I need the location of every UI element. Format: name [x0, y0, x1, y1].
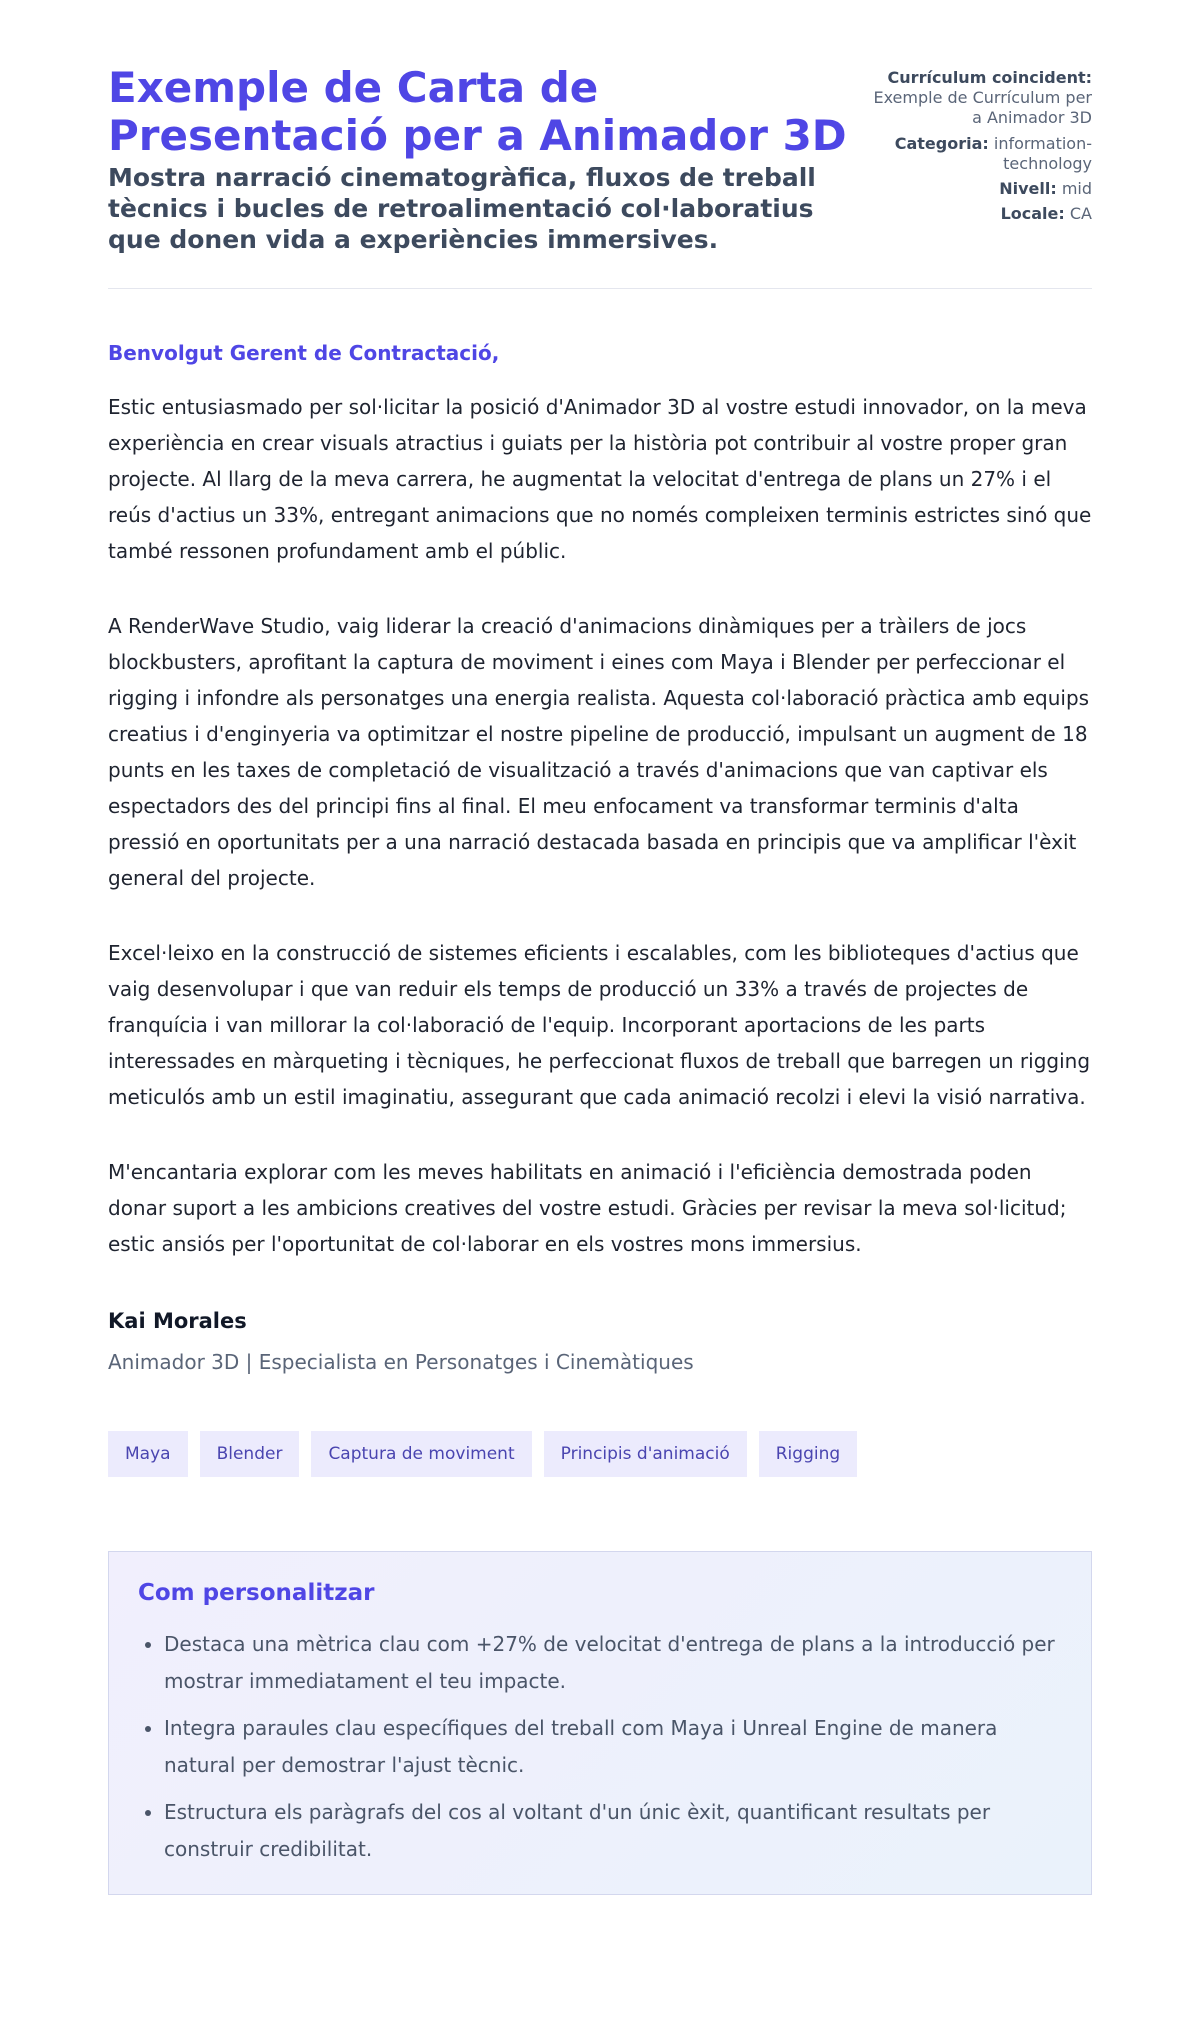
skill-tag: Principis d'animació [544, 1431, 747, 1477]
tip-item: • Estructura els paràgrafs del cos al voltant d'un únic èxit, quantificant resultats per construir credibilitat. [164, 1794, 1062, 1868]
meta-resume-value: Exemple de Currículum per a Animador 3D [873, 88, 1092, 127]
letter-body [108, 389, 1092, 1262]
tips-list [138, 1626, 1062, 1868]
signature-name: Kai Morales [108, 1309, 247, 1333]
meta-category [866, 134, 1092, 174]
meta-level [866, 179, 1092, 199]
letter-paragraph: Estic entusiasmado per sol·licitar la posició d'Animador 3D al vostre estudi innovador, on la meva experiència en crear visuals atractius i guiats per la història pot contribuir al vostre proper gran projecte. Al llarg de la meva carrera, he augmentat la velocitat d'entrega de plans un 27% i el reús d'actius un 33%, entregant animacions que no només compleixen terminis estrictes sinó que també ressonen profundament amb el públic. [108, 395, 1092, 563]
meta-locale-label: Locale: [1000, 204, 1065, 223]
meta-level-label: Nivell: [999, 179, 1057, 198]
letter-paragraph: A RenderWave Studio, vaig liderar la creació d'animacions dinàmiques per a tràilers de jocs blockbusters, aprofitant la captura de moviment i eines com Maya i Blender per perfeccionar el rigging i infondre als personatges una energia realista. Aquesta col·laboració pràctica amb equips creatius i d'enginyeria va optimitzar el nostre pipeline de producció, impulsant un augment de 18 punts en les taxes de completació de visualització a través d'animacions que van captivar els espectadors des del principi fins al final. El meu enfocament va transformar terminis d'alta pressió en oportunitats per a una narració destacada basada en principis que va amplificar l'èxit general del projecte. [108, 614, 1090, 890]
skill-tag: Blender [200, 1431, 300, 1477]
skill-tag: Maya [108, 1431, 188, 1477]
tips-title: Com personalitzar [138, 1580, 375, 1606]
meta-level-value: mid [1061, 179, 1092, 198]
meta-panel [866, 64, 1092, 229]
meta-resume-label: Currículum coincident: [887, 68, 1092, 87]
meta-category-value: information-technology [993, 134, 1092, 173]
tip-item: • Integra paraules clau específiques del treball com Maya i Unreal Engine de manera natural per demostrar l'ajust tècnic. [164, 1710, 1062, 1784]
meta-category-label: Categoria: [894, 134, 989, 153]
header-title-block [108, 64, 866, 255]
page-header [108, 64, 1092, 289]
skill-tag: Rigging [759, 1431, 857, 1477]
customization-tips-box [108, 1551, 1092, 1895]
page-title: Exemple de Carta de Presentació per a Animador 3D [108, 63, 847, 160]
meta-matching-resume [866, 68, 1092, 128]
letter-paragraph: M'encantaria explorar com les meves habilitats en animació i l'eficiència demostrada poden donar suport a les ambicions creatives del vostre estudi. Gràcies per revisar la meva sol·licitud; estic ansiós per l'oportunitat de col·laborar en els vostres mons immersius. [108, 1160, 1067, 1256]
meta-locale-value: CA [1069, 204, 1092, 223]
tip-item: • Destaca una mètrica clau com +27% de velocitat d'entrega de plans a la introducció per mostrar immediatament el teu impacte. [164, 1626, 1062, 1700]
page-subtitle: Mostra narració cinematogràfica, fluxos de treball tècnics i bucles de retroalimentació col·laboratius que donen vida a experiències immersives. [108, 163, 816, 254]
skill-tags [108, 1431, 1092, 1477]
letter-paragraph: Excel·leixo en la construcció de sistemes eficients i escalables, com les biblioteques d'actius que vaig desenvolupar i que van reduir els temps de producció un 33% a través de projectes de franquícia i van millorar la col·laboració de l'equip. Incorporant aportacions de les parts interessades en màrqueting i tècniques, he perfeccionat fluxos de treball que barregen un rigging meticulós amb un estil imaginatiu, assegurant que cada animació recolzi i elevi la visió narrativa. [108, 941, 1091, 1109]
skill-tag: Captura de moviment [311, 1431, 531, 1477]
signature-title: Animador 3D | Especialista en Personatges i Cinemàtiques [108, 1350, 694, 1374]
letter-salutation: Benvolgut Gerent de Contractació, [108, 341, 500, 365]
meta-locale [866, 204, 1092, 224]
